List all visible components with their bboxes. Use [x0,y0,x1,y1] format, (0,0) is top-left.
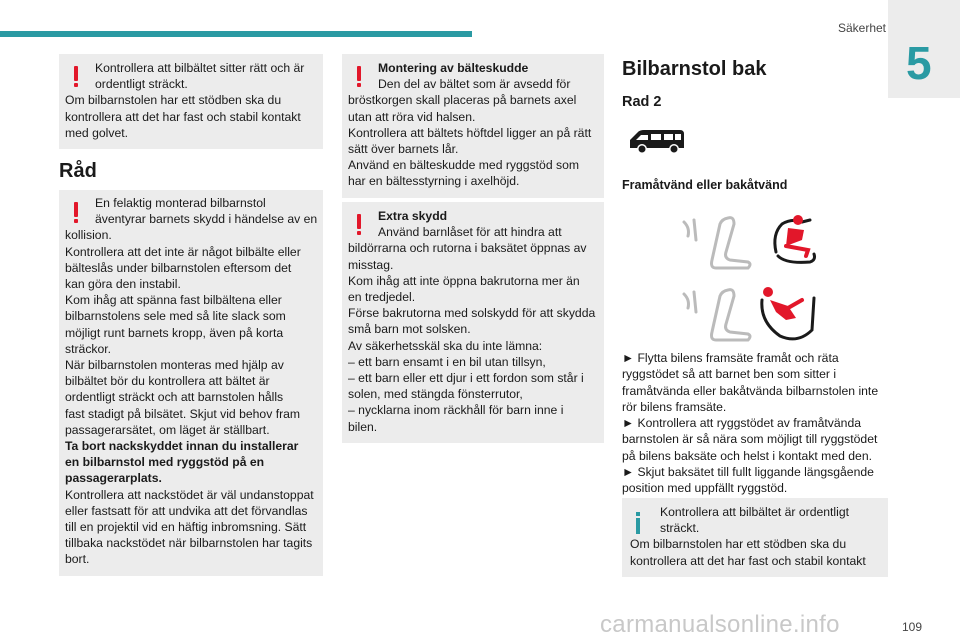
text-line: utan att röra vid halsen. [348,109,476,124]
text-line: på bilens baksäte och helst i kontakt med den. [622,448,872,463]
warning-title: Extra skydd [378,209,448,223]
warning-body-text [348,240,600,434]
text-line: ordentligt sträckt. [95,77,188,92]
text-line: Den del av bältet som är avsedd för [378,77,571,92]
text-line: ► Flytta bilens framsäte framåt och räta [622,351,839,365]
text-line: fast stadigt på bilsätet. Skjut vid behov fram [65,406,301,421]
text-line: Kontrollera att nackstödet är väl undanstoppat [65,487,314,502]
text-line: passagerarsätet, om läget är ställbart. [65,422,270,437]
instruction-list [622,350,890,497]
text-line: – ett barn ensamt i en bil utan tillsyn, [348,354,546,369]
text-line: Kontrollera att bältets höftdel ligger an på rätt [348,125,592,140]
text-line: Kontrollera att bilbältet är ordentligt [660,505,850,519]
section-title: Säkerhet [837,21,886,35]
seat-forward-facing-icon [676,212,820,276]
info-body-text [630,536,884,568]
warning-lead-text [65,195,319,227]
seat-rear-facing-icon [676,284,820,348]
text-line: Av säkerhetsskäl ska du inte lämna: [348,338,543,353]
text-line: Använd en bälteskudde med ryggstöd som [348,158,580,173]
text-line: Ta bort nackskyddet innan du installerar [65,439,299,454]
text-line: Förse bakrutorna med solskydd för att skydda [348,306,596,321]
text-line: misstag. [348,257,394,272]
text-line: bort. [65,552,90,567]
chapter-number: 5 [906,37,932,89]
text-line: ryggstödet så att barnet ben som sitter i [622,367,837,382]
text-line: Kom ihåg att spänna fast bilbältena eller [65,293,282,308]
warning-body-text [65,92,319,141]
text-line: bilbältet bör du kontrollera att bältet är [65,374,270,389]
subheading-row-2: Rad 2 [622,94,662,110]
warning-end-text [65,487,319,568]
warning-lead-text [65,60,319,92]
text-line: bälteslås under bilbarnstolen eftersom det [65,260,292,275]
chapter-tab [888,0,960,98]
text-line: en bilbarnstol med ryggstöd på en [65,455,265,470]
warning-lead-text [348,224,600,240]
text-line: bildörrarna och rutorna i baksätet öppnas av [348,241,587,256]
text-line: Kom ihåg att inte öppna bakrutorna mer än [348,273,580,288]
text-line: ► Kontrollera att ryggstödet av framåtvända [622,416,862,431]
warning-box-booster [342,54,604,198]
text-line: En felaktig monterad bilbarnstol [95,196,266,210]
warning-icon [71,66,81,88]
text-line: solen, med stängda fönsterrutor, [348,387,523,402]
text-line: – ett barn eller ett djur i ett fordon som står i [348,371,584,386]
text-line: passagerarplats. [65,471,162,486]
text-line: Om bilbarnstolen har ett stödben ska du [65,93,282,108]
text-line: – nycklarna inom räckhåll för barn inne i [348,403,564,418]
page-number: 109 [901,620,922,634]
text-line: Kontrollera att det inte är något bilbälte eller [65,244,301,259]
watermark: carmanualsonline.info [600,611,840,638]
text-line: Använd barnlåset för att hindra att [378,225,562,240]
text-line: bilbarnstolens sele med så lite slack som [65,309,286,324]
text-line: framåtvända eller bakåtvända bilbarnstolen inte [622,383,879,398]
warning-body-text [348,92,600,189]
info-icon [634,512,642,534]
warning-lead-text [348,76,600,92]
text-line: rör bilens framsäte. [622,399,727,414]
warning-icon [354,66,364,88]
text-line: Kontrollera att bilbältet sitter rätt och är [95,61,305,75]
warning-icon [354,214,364,236]
text-line: tillbaka nackstödet när bilbarnstolen har tagits [65,536,313,551]
text-line: ordentligt sträckt och att barnstolen hålls [65,390,284,405]
text-line: ► Skjut baksätet till fullt liggande längsgående [622,465,874,480]
warning-icon [71,202,81,224]
warning-bold-text [65,438,319,487]
text-line: kontrollera att det har fast och stabil kontakt [65,109,301,124]
text-line: position med uppfällt ryggstöd. [622,481,788,496]
text-line: sträckor. [65,341,112,356]
text-line: möjligt runt barnets kropp, även på korta [65,325,284,340]
info-lead-text [630,504,884,536]
warning-box-extra-protection [342,202,604,443]
text-line: har en bältesstyrning i axelhöjd. [348,174,520,189]
text-line: kan göra den instabil. [65,277,181,292]
warning-box-belt [59,54,323,149]
warning-body-text [65,227,319,438]
text-line: kollision. [65,228,112,243]
section-heading-rad: Råd [59,160,97,182]
text-line: till en projektil vid en häftig inbromsning. Sätt [65,520,307,535]
warning-box-advice [59,190,323,576]
text-line: små barn mot solsken. [348,322,471,337]
text-line: eller fastsatt för att undvika att det förvandlas [65,503,308,518]
van-icon [626,126,688,156]
text-line: äventyrar barnets skydd i händelse av en [95,212,318,227]
text-line: bilen. [348,419,378,434]
info-box-belt [622,498,888,577]
text-line: sätt över barnets lår. [348,142,459,157]
direction-label: Framåtvänd eller bakåtvänd [622,178,788,192]
text-line: När bilbarnstolen monteras med hjälp av [65,358,284,373]
text-line: en tredjedel. [348,290,416,305]
text-line: kontrollera att det har fast och stabil kontakt [630,553,866,568]
text-line: sträckt. [660,521,700,536]
text-line: bröstkorgen skall placeras på barnets axel [348,93,577,108]
text-line: Om bilbarnstolen har ett stödben ska du [630,537,847,552]
header-accent-bar [0,31,472,37]
warning-title: Montering av bälteskudde [378,61,529,75]
text-line: med golvet. [65,125,129,140]
text-line: barnstolen är så nära som möjligt till ryggstödet [622,432,878,447]
section-heading-rear-seat: Bilbarnstol bak [622,58,767,80]
